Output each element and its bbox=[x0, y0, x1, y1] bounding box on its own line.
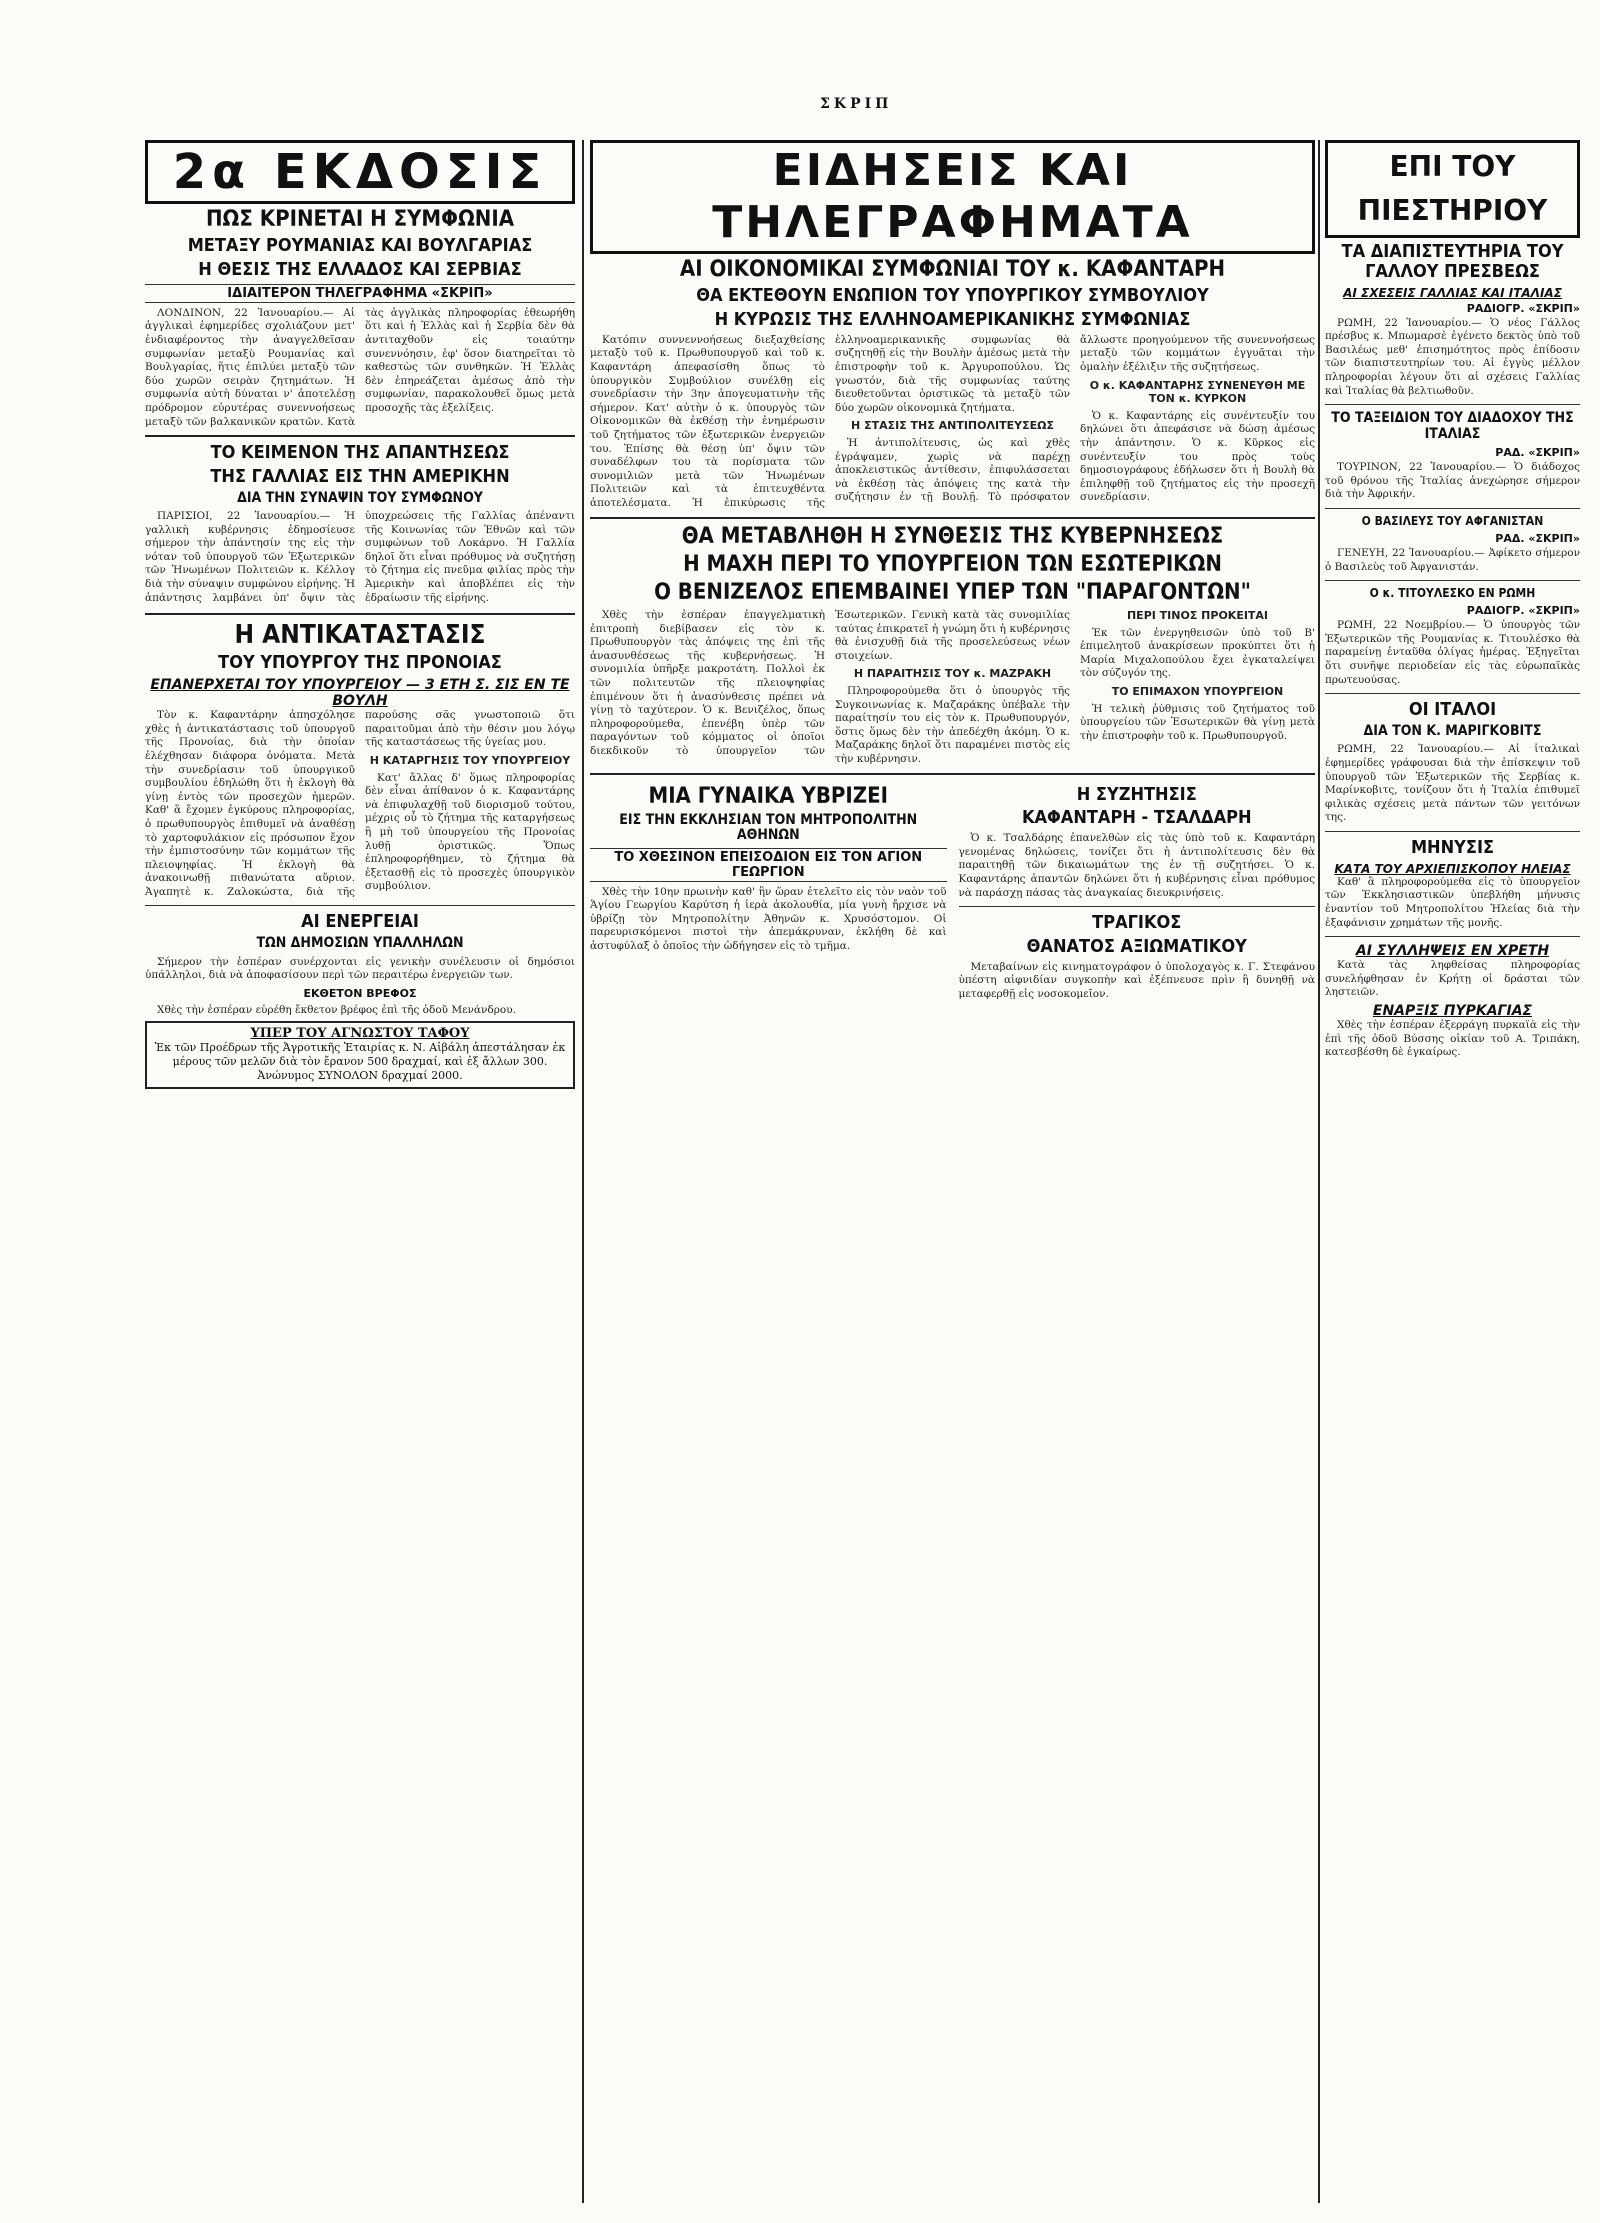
headline: Η ΑΝΤΙΚΑΤΑΣΤΑΣΙΣ bbox=[234, 619, 486, 650]
article-body: Καθ' ἃ πληροφορούμεθα εἰς τὸ ὑπουργεῖον τῶν Ἐκκλησιαστικῶν ὑπεβλήθη μήνυσις ἐναντίον τοῦ Μητροπολίτου Ἠλείας διὰ τὴν ἐξαφάνισιν χρημάτων τῆς μονῆς. bbox=[1325, 875, 1580, 929]
headline: ΚΑΦΑΝΤΑΡΗ - ΤΣΑΛΔΑΡΗ bbox=[1021, 807, 1252, 829]
headline: ΤΟ ΤΑΞΕΙΔΙΟΝ ΤΟΥ ΔΙΑΔΟΧΟΥ ΤΗΣ ΙΤΑΛΙΑΣ bbox=[1331, 410, 1574, 442]
left-column bbox=[145, 140, 575, 2203]
notice-box bbox=[145, 1021, 575, 1089]
headline: ΤΟΥ ΥΠΟΥΡΓΟΥ ΤΗΣ ΠΡΟΝΟΙΑΣ bbox=[218, 652, 502, 674]
headline: Ο ΒΑΣΙΛΕΥΣ ΤΟΥ ΑΦΓΑΝΙΣΤΑΝ bbox=[1361, 513, 1544, 528]
article-body: Χθὲς τὴν 10ην πρωινὴν καθ' ἣν ὥραν ἐτελεῖτο εἰς τὸν ναὸν τοῦ Ἁγίου Γεωργίου Καρύτση ἡ ἱερὰ ἀκολουθία, μία γυνὴ ἤρχισε νὰ ὑβρίζῃ τὸν Μητροπολίτην Ἀθηνῶν κ. Χρυσόστομον. Οἱ παρευρισκόμενοι πιστοὶ τὴν ἀπεμάκρυναν, ἐκλήθη δὲ καὶ ἀστυφύλαξ ὁ ὁποῖος τὴν ὡδήγησεν εἰς τὸ τμῆμα. bbox=[590, 885, 947, 952]
section-heading: ΤΟ ΕΠΙΜΑΧΟΝ ΥΠΟΥΡΓΕΙΟΝ bbox=[1111, 685, 1284, 699]
article-body: ΓΕΝΕΥΗ, 22 Ἰανουαρίου.— Ἀφίκετο σήμερον ὁ Βασιλεὺς τοῦ Ἀφγανιστάν. bbox=[1325, 546, 1580, 573]
notice-title: ΥΠΕΡ ΤΟΥ ΑΓΝΩΣΤΟΥ ΤΑΦΟΥ bbox=[250, 1026, 470, 1042]
section-heading: Ο κ. ΚΑΦΑΝΤΑΡΗΣ ΣΥΝΕΝΕΥΘΗ ΜΕ ΤΟΝ κ. ΚΥΡΚΟΝ bbox=[1089, 378, 1306, 406]
headline: Η ΜΑΧΗ ΠΕΡΙ ΤΟ ΥΠΟΥΡΓΕΙΟΝ ΤΩΝ ΕΣΩΤΕΡΙΚΩΝ bbox=[683, 551, 1222, 577]
subheadline: ΕΠΑΝΕΡΧΕΤΑΙ ΤΟΥ ΥΠΟΥΡΓΕΙΟΥ — 3 ΕΤΗ Σ. ΣΙΣ ΕΝ ΤΕ ΒΟΥΛΗ bbox=[150, 677, 570, 710]
subheadline: Η ΚΥΡΩΣΙΣ ΤΗΣ ΕΛΛΗΝΟΑΜΕΡΙΚΑΝΙΚΗΣ ΣΥΜΦΩΝΙΑΣ bbox=[714, 308, 1191, 330]
headline: ΜΕΤΑΞΥ ΡΟΥΜΑΝΙΑΣ ΚΑΙ ΒΟΥΛΓΑΡΙΑΣ bbox=[187, 235, 533, 257]
headline: Ο κ. ΤΙΤΟΥΛΕΣΚΟ ΕΝ ΡΩΜΗ bbox=[1369, 586, 1536, 601]
headline: ΠΩΣ ΚΡΙΝΕΤΑΙ Η ΣΥΜΦΩΝΙΑ bbox=[205, 207, 515, 232]
article-body: Σήμερον τὴν ἑσπέραν συνέρχονται εἰς γενικὴν συνέλευσιν οἱ δημόσιοι ὑπάλληλοι, διὰ νὰ ἀποφασίσουν περὶ τῶν περαιτέρω ἐνεργειῶν των. bbox=[145, 955, 575, 982]
article-body: Ὁ κ. Τσαλδάρης ἐπανελθὼν εἰς τὰς ὑπὸ τοῦ κ. Καφαντάρη γενομένας δηλώσεις, τονίζει ὅτι ἡ ἀντιπολίτευσις δὲν θὰ παραιτηθῇ τῶν δικαιωμάτων της ἐν τῇ συζητήσει. Ὁ κ. Καφαντάρης ἀπαντῶν δηλώνει ὅτι ἡ κυβέρνησις εἶναι πρόθυμος νὰ παράσχῃ πάσας τὰς ἀναγκαίας διευκρινήσεις. bbox=[958, 832, 1315, 899]
masthead-mark: ΣΚΡΙΠ bbox=[820, 96, 893, 112]
headline: ΕΝΑΡΞΙΣ ΠΥΡΚΑΓΙΑΣ bbox=[1372, 1002, 1533, 1019]
column-divider bbox=[582, 140, 584, 2203]
headline: ΤΟ ΚΕΙΜΕΝΟΝ ΤΗΣ ΑΠΑΝΤΗΣΕΩΣ bbox=[210, 442, 510, 464]
article-body: Χθὲς τὴν ἑσπέραν ἐπαγγελματικὴ ἐπιτροπὴ διεβίβασεν εἰς τὸν κ. Πρωθυπουργὸν τὰς ἀπόψεις της ἐπὶ τῆς ἀνασυνθέσεως τῆς κυβερνήσεως. Ἡ συνομιλία ὑπῆρξε μακροτάτη. Πολλοὶ ἐκ τῶν πολιτευτῶν τῆς πλειοψηφίας ἐπιμένουν ὅτι ἡ ἀνασύνθεσις πρέπει νὰ γίνῃ τὸ ταχύτερον. Ὁ κ. Βενιζέλος, ὅπως πληροφορούμεθα, ἐπενέβη ὑπὲρ τῶν παραγόντων τοῦ κόμματος οἱ ὁποῖοι διεκδικοῦν τὸ ὑπουργεῖον τῶν Ἐσωτερικῶν. Γενικὴ κατὰ τὰς συνομιλίας ταύτας ἐπικρατεῖ ἡ γνώμη ὅτι ἡ κυβέρνησις θὰ ἐνισχυθῇ διὰ τῆς προσελεύσεως νέων στοιχείων. Η ΠΑΡΑΙΤΗΣΙΣ ΤΟΥ κ. ΜΑΖΡΑΚΗ Πληροφορούμεθα ὅτι ὁ ὑπουργὸς τῆς Συγκοινωνίας κ. Μαζαράκης ὑπέβαλε τὴν παραίτησίν του εἰς τὸν κ. Πρωθυπουργόν, ὅστις ὅμως δὲν τὴν ἀπεδέχθη ἀκόμη. Ὁ κ. Μαζαράκης δηλοῖ ὅτι παραμένει πιστὸς εἰς τὴν κυβέρνησιν. ΠΕΡΙ ΤΙΝΟΣ ΠΡΟΚΕΙΤΑΙ Ἐκ τῶν ἐνεργηθεισῶν ὑπὸ τοῦ Β' ἐπιμελητοῦ ἀνακρίσεων προκύπτει ὅτι ἡ Μαρία Μιχαλοπούλου ἔχει ἐγκαταλείψει τὸν σύζυγόν της. ΤΟ ΕΠΙΜΑΧΟΝ ΥΠΟΥΡΓΕΙΟΝ Ἡ τελικὴ ῥύθμισις τοῦ ζητήματος τοῦ ὑπουργείου τῶν Ἐσωτερικῶν θὰ γίνῃ μετὰ τὴν ἐπιστροφὴν τοῦ κ. Πρωθυπουργοῦ. bbox=[590, 609, 1315, 765]
column-divider bbox=[1318, 140, 1320, 2203]
headline: ΑΙ ΕΝΕΡΓΕΙΑΙ bbox=[301, 911, 419, 933]
article-body: Κατόπιν συννεννοήσεως διεξαχθείσης μεταξὺ τοῦ κ. Πρωθυπουργοῦ καὶ τοῦ κ. Καφαντάρη ἀπεφασίσθη ὅπως τὸ ὑπουργικὸν Συμβούλιον συνέλθῃ εἰς συνεδρίασιν τὴν 3ην ἀπογευματινὴν τῆς σήμερον. Κατ' αὐτὴν ὁ κ. ὑπουργὸς τῶν Οἰκονομικῶν θὰ ἐκθέσῃ τὴν ἐνημέρωσιν τοῦ ζητήματος τῶν ἐξωτερικῶν ἐνεργειῶν του. Ἐπίσης θὰ θέσῃ ὑπ' ὄψιν τῶν συναδέλφων του τὰ πορίσματα τῶν συνομιλιῶν μετὰ τῶν Ἡνωμένων Πολιτειῶν καὶ τὰ ἐπιτευχθέντα ἀποτελέσματα. Ἡ ἐπικύρωσις τῆς ἑλληνοαμερικανικῆς συμφωνίας θὰ συζητηθῇ εἰς τὴν Βουλὴν ἀμέσως μετὰ τὴν ἐπιστροφὴν τοῦ κ. Ἀργυροπούλου. Ὡς γνωστόν, διὰ τῆς συμφωνίας ταύτης διευθετοῦνται ὁριστικῶς τὰ μεταξὺ τῶν δύο χωρῶν οἰκονομικὰ ζητήματα. Η ΣΤΑΣΙΣ ΤΗΣ ΑΝΤΙΠΟΛΙΤΕΥΣΕΩΣ Ἡ ἀντιπολίτευσις, ὡς καὶ χθὲς ἐγράψαμεν, χωρὶς νὰ παρέχῃ ἀποκλειστικῶς ἀντίθεσιν, ἐπιφυλάσσεται νὰ ἐκθέσῃ τὰς ἀπόψεις της κατὰ τὴν συζήτησιν ἐν τῇ Βουλῇ. Τὸ πρόσφατον ἄλλωστε προηγούμενον τῆς συνεννοήσεως μεταξὺ τῶν κομμάτων ἐγγυᾶται τὴν ὁμαλὴν ἐξέλιξιν τῆς συζητήσεως. Ο κ. ΚΑΦΑΝΤΑΡΗΣ ΣΥΝΕΝΕΥΘΗ ΜΕ ΤΟΝ κ. ΚΥΡΚΟΝ Ὁ κ. Καφαντάρης εἰς συνέντευξίν του δηλώνει ὅτι ἀπεφάσισε νὰ δώσῃ ἀμέσως τὴν ἀπάντησιν. Ὁ κ. Κῦρκος εἰς συνέντευξίν του πρὸς τοὺς δημοσιογράφους ἐδήλωσεν ὅτι ἡ Βουλὴ θὰ ἐπιληφθῇ τοῦ ζητήματος εἰς τὴν προσεχῆ συνεδρίασιν. bbox=[590, 333, 1315, 509]
headline: ΜΗΝΥΣΙΣ bbox=[1410, 837, 1495, 858]
source-line: ΡΑΔΙΟΓΡ. «ΣΚΡΙΠ» bbox=[1466, 301, 1580, 315]
article-body: ΡΩΜΗ, 22 Ἰανουαρίου.— Αἱ ἰταλικαὶ ἐφημερίδες γράφουσαι διὰ τὴν ἐπίσκεψιν τοῦ ὑπουργοῦ τῶν Ἐξωτερικῶν τῆς Σερβίας κ. Μαρίνκοβιτς, τονίζουν ὅτι ἡ Ἰταλία ἐπιθυμεῖ φιλικὰς σχέσεις μετὰ πάντων τῶν γειτόνων της. bbox=[1325, 743, 1580, 824]
subheadline: Ο ΒΕΝΙΖΕΛΟΣ ΕΠΕΜΒΑΙΝΕΙ ΥΠΕΡ ΤΩΝ "ΠΑΡΑΓΟΝΤΩΝ" bbox=[654, 579, 1251, 605]
headline: ΜΙΑ ΓΥΝΑΙΚΑ ΥΒΡΙΖΕΙ bbox=[648, 783, 888, 809]
section-heading: Η ΠΑΡΑΙΤΗΣΙΣ ΤΟΥ κ. ΜΑΖΡΑΚΗ bbox=[853, 667, 1052, 681]
notice-body: Ἐκ τῶν Προέδρων τῆς Ἀγροτικῆς Ἑταιρίας κ. Ν. Αἰβάλη ἀπεστάλησαν ἐκ μέρους τῶν μελῶν διὰ τὸν ἔρανον 500 δραχμαί, καὶ ἐξ ἄλλων 300. Ἀνώνυμος ΣΥΝΟΛΟΝ δραχμαί 2000. bbox=[154, 1041, 566, 1083]
headline: ΟΙ ΙΤΑΛΟΙ bbox=[1408, 699, 1497, 721]
article-body: ΤΟΥΡΙΝΟΝ, 22 Ἰανουαρίου.— Ὁ διάδοχος τοῦ θρόνου τῆς Ἰταλίας ἀνεχώρησε σήμερον διὰ τὴν Ἀφρικήν. bbox=[1325, 460, 1580, 501]
headline: ΘΑ ΕΚΤΕΘΟΥΝ ΕΝΩΠΙΟΝ ΤΟΥ ΥΠΟΥΡΓΙΚΟΥ ΣΥΜΒΟΥΛΙΟΥ bbox=[696, 285, 1209, 307]
headline: ΕΙΣ ΤΗΝ ΕΚΚΛΗΣΙΑΝ ΤΟΝ ΜΗΤΡΟΠΟΛΙΤΗΝ ΑΘΗΝΩΝ bbox=[619, 811, 918, 844]
headline: ΑΙ ΣΥΛΛΗΨΕΙΣ ΕΝ ΧΡΕΤΗ bbox=[1355, 943, 1550, 960]
article-body: Χθὲς τὴν ἑσπέραν εὑρέθη ἔκθετον βρέφος ἐπὶ τῆς ὁδοῦ Μενάνδρου. bbox=[157, 1003, 516, 1016]
source-line: ΡΑΔΙΟΓΡ. «ΣΚΡΙΠ» bbox=[1466, 604, 1580, 618]
article-body: ΡΩΜΗ, 22 Ἰανουαρίου.— Ὁ νέος Γάλλος πρέσβυς κ. Μπωμαρσὲ ἐγένετο δεκτὸς ὑπὸ τοῦ Βασιλέως μεθ' ἐπισημότητος πρὸς ἐπίδοσιν τῶν διαπιστευτηρίων του. Αἱ ἐγγὺς μέλλον πληροφορίαι λέγουν ὅτι αἱ σχέσεις Γαλλίας καὶ Ἰταλίας θὰ βελτιωθοῦν. bbox=[1325, 316, 1580, 397]
article-body: Κατὰ τὰς ληφθείσας πληροφορίας συνελήφθησαν ἐν Κρήτῃ οἱ δράσται τῶν ληστειῶν. bbox=[1325, 959, 1580, 999]
subheadline: ΤΟ ΧΘΕΣΙΝΟΝ ΕΠΕΙΣΟΔΙΟΝ ΕΙΣ ΤΟΝ ΑΓΙΟΝ ΓΕΩΡΓΙΟΝ bbox=[590, 848, 947, 882]
subheadline: ΑΙ ΣΧΕΣΕΙΣ ΓΑΛΛΙΑΣ ΚΑΙ ΙΤΑΛΙΑΣ bbox=[1343, 285, 1562, 300]
source-line: ΙΔΙΑΙΤΕΡΟΝ ΤΗΛΕΓΡΑΦΗΜΑ «ΣΚΡΙΠ» bbox=[145, 284, 575, 303]
article-body: Μεταβαίνων εἰς κινηματογράφον ὁ ὑπολοχαγὸς κ. Γ. Στεφάνου ὑπέστη αἰφνιδίαν συγκοπὴν καὶ ἐξέπνευσε πρὶν ἢ δυνηθῇ νὰ μεταφερθῇ εἰς νοσοκομεῖον. bbox=[958, 960, 1315, 1000]
headline: ΤΑ ΔΙΑΠΙΣΤΕΥΤΗΡΙΑ ΤΟΥ ΓΑΛΛΟΥ ΠΡΕΣΒΕΩΣ bbox=[1341, 241, 1564, 282]
section-heading: Η ΣΤΑΣΙΣ ΤΗΣ ΑΝΤΙΠΟΛΙΤΕΥΣΕΩΣ bbox=[851, 419, 1054, 433]
subheadline: ΤΩΝ ΔΗΜΟΣΙΩΝ ΥΠΑΛΛΗΛΩΝ bbox=[256, 935, 464, 952]
article-body: ΛΟΝΔΙΝΟΝ, 22 Ἰανουαρίου.— Αἱ ἀγγλικαὶ ἐφημερίδες σχολιάζουν μετ' ἐνδιαφέροντος τὴν ἀναγγελθεῖσαν συμφωνίαν μεταξὺ Ρουμανίας καὶ Βουλγαρίας, ἥτις ἐπιλύει μεταξὺ τῶν δύο χωρῶν σειρὰν ζητημάτων. Ἡ συμφωνία αὐτὴ δύναται ν' ἀποτελέσῃ πρόδρομον εὐρυτέρας συνεννοήσεως μεταξὺ τῶν βαλκανικῶν κρατῶν. Κατὰ τὰς ἀγγλικὰς πληροφορίας ἐθεωρήθη ὅτι καὶ ἡ Ἑλλὰς καὶ ἡ Σερβία δὲν θὰ ἀντιταχθοῦν εἰς τοιαύτην συνεννόησιν, ἐφ' ὅσον διατηρεῖται τὸ καθεστὼς τῶν συνθηκῶν. Ἡ Ἑλλὰς δὲν ἐπηρεάζεται ἀμέσως ἀπὸ τὴν συμφωνίαν, παρακολουθεῖ ὅμως μετὰ προσοχῆς τὰς ἐξελίξεις. bbox=[145, 306, 575, 428]
source-line: ΡΑΔ. «ΣΚΡΙΠ» bbox=[1495, 445, 1580, 459]
headline: ΔΙΑ ΤΟΝ Κ. ΜΑΡΙΓΚΟΒΙΤΣ bbox=[1363, 723, 1542, 740]
subheadline: ΔΙΑ ΤΗΝ ΣΥΝΑΨΙΝ ΤΟΥ ΣΥΜΦΩΝΟΥ bbox=[237, 489, 483, 506]
article-body: ΡΩΜΗ, 22 Νοεμβρίου.— Ὁ ὑπουργὸς τῶν Ἐξωτερικῶν τῆς Ρουμανίας κ. Τιτουλέσκο θὰ παραμείνῃ ἐνταῦθα ὀλίγας ἡμέρας. Ἐξηγεῖται ὅτι συνῆψε περιοδείαν εἰς τὰς εὐρωπαϊκὰς πρωτευούσας. bbox=[1325, 619, 1580, 686]
article-body: Χθὲς τὴν ἑσπέραν ἐξερράγη πυρκαϊὰ εἰς τὴν ἐπὶ τῆς ὁδοῦ Βύσσης οἰκίαν τοῦ Α. Τριπάκη, κατεσβέσθη δὲ ἐγκαίρως. bbox=[1325, 1018, 1580, 1059]
headline: Η ΣΥΖΗΤΗΣΙΣ bbox=[1076, 783, 1197, 805]
subheadline: Η ΘΕΣΙΣ ΤΗΣ ΕΛΛΑΔΟΣ ΚΑΙ ΣΕΡΒΙΑΣ bbox=[198, 258, 522, 280]
subheadline: ΚΑΤΑ ΤΟΥ ΑΡΧΙΕΠΙΣΚΟΠΟΥ ΗΛΕΙΑΣ bbox=[1334, 861, 1571, 876]
headline: ΤΗΣ ΓΑΛΛΙΑΣ ΕΙΣ ΤΗΝ ΑΜΕΡΙΚΗΝ bbox=[210, 465, 510, 487]
headline: ΤΡΑΓΙΚΟΣ bbox=[1092, 912, 1182, 934]
headline: ΑΙ ΟΙΚΟΝΟΜΙΚΑΙ ΣΥΜΦΩΝΙΑΙ ΤΟΥ κ. ΚΑΦΑΝΤΑΡΗ bbox=[679, 257, 1226, 282]
news-banner: ΕΙΔΗΣΕΙΣ ΚΑΙ ΤΗΛΕΓΡΑΦΗΜΑΤΑ bbox=[590, 140, 1315, 254]
headline: ΘΑ ΜΕΤΑΒΛΗΘΗ Η ΣΥΝΘΕΣΙΣ ΤΗΣ ΚΥΒΕΡΝΗΣΕΩΣ bbox=[681, 523, 1224, 549]
right-column bbox=[1325, 140, 1580, 2203]
section-heading: ΠΕΡΙ ΤΙΝΟΣ ΠΡΟΚΕΙΤΑΙ bbox=[1126, 609, 1269, 623]
press-banner: ΕΠΙ ΤΟΥ ΠΙΕΣΤΗΡΙΟΥ bbox=[1325, 140, 1580, 238]
article-body: ΠΑΡΙΣΙΟΙ, 22 Ἰανουαρίου.— Ἡ γαλλικὴ κυβέρνησις ἐδημοσίευσε σήμερον τὴν ἀπάντησίν της εἰς τὴν νόταν τοῦ ὑπουργοῦ τῶν Ἐξωτερικῶν τῶν Ἡνωμένων Πολιτειῶν κ. Κέλλογ διὰ τὴν σύναψιν συμφώνου εἰρήνης. Ἡ ἀπάντησις λαμβάνει ὑπ' ὄψιν τὰς ὑποχρεώσεις τῆς Γαλλίας ἀπέναντι τῆς Κοινωνίας τῶν Ἐθνῶν καὶ τῶν συμφώνων τοῦ Λοκάρνο. Ἡ Γαλλία δηλοῖ ὅτι εἶναι πρόθυμος νὰ συζητήσῃ τὸ ζήτημα εἰς πνεῦμα φιλίας πρὸς τὴν Ἀμερικὴν καὶ ἀποβλέπει εἰς τὴν ἐδραίωσιν τῆς εἰρήνης. bbox=[145, 510, 575, 604]
source-line: ΡΑΔ. «ΣΚΡΙΠ» bbox=[1495, 531, 1580, 545]
section-heading: ΕΚΘΕΤΟΝ ΒΡΕΦΟΣ bbox=[303, 986, 417, 1000]
middle-column bbox=[590, 140, 1315, 2203]
edition-banner: 2α ΕΚΔΟΣΙΣ bbox=[145, 140, 575, 204]
section-heading: Η ΚΑΤΑΡΓΗΣΙΣ ΤΟΥ ΥΠΟΥΡΓΕΙΟΥ bbox=[369, 753, 571, 767]
article-body: Τὸν κ. Καφαντάρην ἀπησχόλησε χθὲς ἡ ἀντικατάστασις τοῦ ὑπουργοῦ τῆς Προνοίας, διὰ τὴν ὁποίαν ἐλέχθησαν διάφορα ὀνόματα. Μετὰ τὴν συνεδρίασιν τοῦ ὑπουργικοῦ συμβουλίου ἐδηλώθη ὅτι ἡ ἐκλογὴ θὰ γίνῃ ἐντὸς τῶν προσεχῶν ἡμερῶν. Καθ' ἃ ἔχομεν ἐγκύρους πληροφορίας, ὁ πρωθυπουργὸς ἐπιθυμεῖ νὰ ἀναθέσῃ τὸ χαρτοφυλάκιον εἰς πρόσωπον ἔχον τὴν ἐμπιστοσύνην τῶν κομμάτων τῆς πλειοψηφίας. Ἡ ἐκλογὴ θὰ ἀνακοινωθῇ πιθανώτατα αὔριον. Ἀγαπητὲ κ. Ζαλοκώστα, διὰ τῆς παρούσης σᾶς γνωστοποιῶ ὅτι παραιτοῦμαι ἀπὸ τὴν θέσιν μου λόγῳ τῆς καταστάσεως τῆς ὑγείας μου. Η ΚΑΤΑΡΓΗΣΙΣ ΤΟΥ ΥΠΟΥΡΓΕΙΟΥ Κατ' ἄλλας δ' ὅμως πληροφορίας δὲν εἶναι ἀπίθανον ὁ κ. Καφαντάρης νὰ ἐπιφυλαχθῇ τοῦ διορισμοῦ τούτου, μέχρις οὗ τὸ ζήτημα τῆς καταργήσεως ἢ μὴ τοῦ ὑπουργείου τῆς Προνοίας λυθῇ ὁριστικῶς. Ὅπως ἐπληροφορήθημεν, τὸ ζήτημα θὰ ἐξετασθῇ εἰς τὸ προσεχὲς ὑπουργικὸν συμβούλιον. bbox=[145, 709, 575, 898]
headline: ΘΑΝΑΤΟΣ ΑΞΙΩΜΑΤΙΚΟΥ bbox=[1026, 935, 1247, 957]
